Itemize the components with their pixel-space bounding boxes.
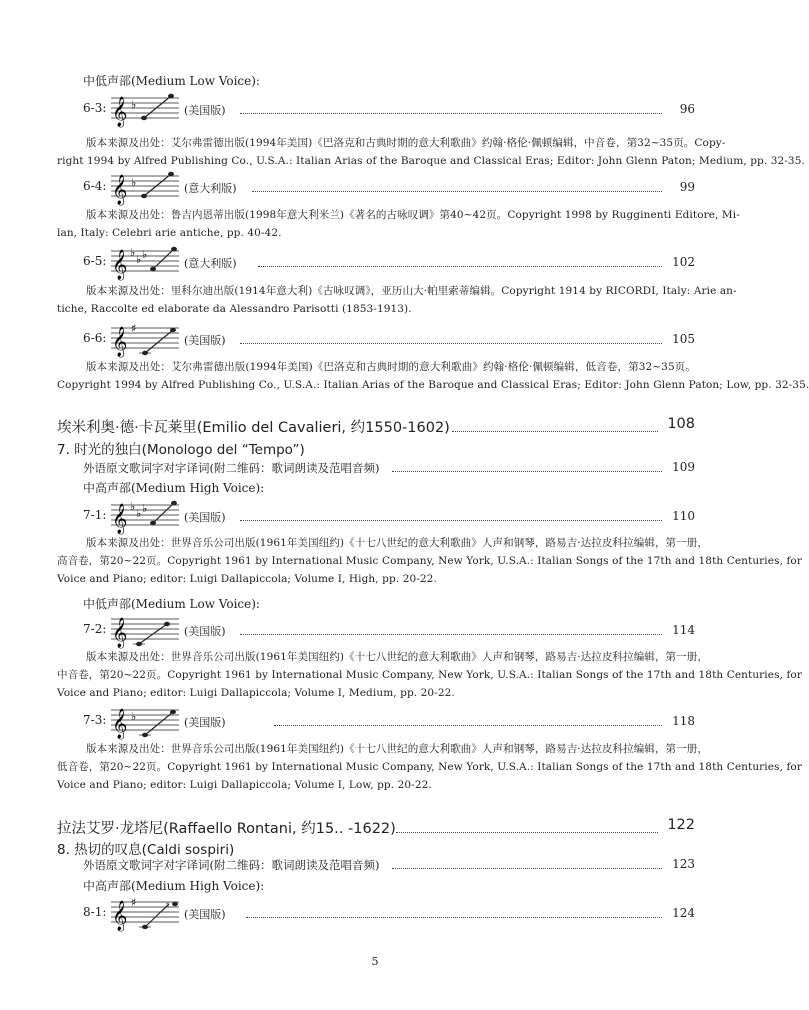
music-incipit: [111, 168, 181, 204]
source-line: 版本来源及出处：世界音乐公司出版(1961年美国纽约)《十七八世纪的意大利歌曲》人声和钢琴，路易吉·达拉皮科拉编辑，第一册，: [86, 651, 708, 663]
svg-text:♯: ♯: [131, 896, 137, 909]
leader-dots: [240, 343, 662, 344]
page-ref: 108: [667, 416, 695, 432]
edition-label: (美国版): [184, 716, 226, 729]
svg-text:♭: ♭: [131, 98, 137, 111]
source-line: 版本来源及出处：鲁吉内恩蒂出版(1998年意大利米兰)《著名的古咏叹调》第40~42页。Copyright 1998 by Rugginenti Editore, Mi-: [86, 209, 740, 221]
voice-heading: 中低声部(Medium Low Voice):: [83, 74, 260, 88]
source-line: Copyright 1994 by Alfred Publishing Co., U.S.A.: Italian Arias of the Baroque and Classical Eras; Editor: John Glenn Paton; Low, pp. 32-35.: [57, 379, 809, 391]
svg-text:♮: ♮: [166, 901, 170, 911]
entry-label: 6-3:: [83, 101, 107, 115]
source-line: 低音卷，第20~22页。Copyright 1961 by International Music Company, New York, U.S.A.: Italian Songs of the 17th and 18th Centuries, for: [57, 761, 802, 773]
leader-dots: [452, 431, 658, 432]
music-incipit: [111, 702, 181, 742]
song-title: 7. 时光的独白(Monologo del “Tempo”): [57, 442, 305, 458]
composer-heading: 拉法艾罗·龙塔尼(Raffaello Rontani, 约15.. -1622): [57, 821, 396, 837]
page-ref: 105: [672, 332, 695, 346]
leader-dots: [274, 725, 662, 726]
source-line: 版本来源及出处：世界音乐公司出版(1961年美国纽约)《十七八世纪的意大利歌曲》人声和钢琴，路易吉·达拉皮科拉编辑，第一册，: [86, 537, 708, 549]
svg-text:𝄞: 𝄞: [112, 327, 128, 357]
edition-label: (美国版): [184, 908, 226, 921]
svg-text:𝄞: 𝄞: [112, 504, 128, 534]
entry-label: 6-6:: [83, 331, 107, 345]
source-line: Voice and Piano; editor: Luigi Dallapiccola; Volume I, Low, pp. 20-22.: [57, 779, 432, 791]
leader-dots: [240, 520, 662, 521]
edition-label: (意大利版): [184, 257, 237, 270]
entry-label: 7-2:: [83, 622, 107, 636]
source-line: 中音卷，第20~22页。Copyright 1961 by International Music Company, New York, U.S.A.: Italian Songs of the 17th and 18th Centuries, for: [57, 669, 802, 681]
svg-text:𝄞: 𝄞: [112, 901, 128, 931]
entry-label: 7-1:: [83, 508, 107, 522]
edition-label: (美国版): [184, 625, 226, 638]
voice-heading: 中低声部(Medium Low Voice):: [83, 597, 260, 611]
source-line: Voice and Piano; editor: Luigi Dallapiccola; Volume I, High, pp. 20-22.: [57, 573, 437, 585]
music-incipit: [111, 243, 181, 279]
edition-label: (美国版): [184, 511, 226, 524]
svg-text:♭: ♭: [142, 502, 148, 515]
voice-heading: 中高声部(Medium High Voice):: [83, 481, 265, 495]
voice-heading: 中高声部(Medium High Voice):: [83, 879, 265, 893]
leader-dots: [258, 266, 662, 267]
music-incipit: [111, 90, 181, 126]
source-line: tiche, Raccolte ed elaborate da Alessandro Parisotti (1853-1913).: [57, 303, 412, 315]
lyrics-translation-link[interactable]: 外语原文歌词字对字译词(附二维码：歌词朗读及范唱音频): [83, 461, 380, 475]
song-title: 8. 热切的叹息(Caldi sospiri): [57, 842, 235, 858]
svg-text:♭: ♭: [131, 176, 137, 189]
source-line: right 1994 by Alfred Publishing Co., U.S.A.: Italian Arias of the Baroque and Classical Eras; Editor: John Glenn Paton; Medium, pp. 32-35.: [57, 155, 805, 167]
svg-text:𝄞: 𝄞: [112, 175, 128, 205]
svg-text:𝄞: 𝄞: [112, 709, 128, 739]
page-ref: 109: [672, 460, 695, 474]
source-line: 高音卷，第20~22页。Copyright 1961 by International Music Company, New York, U.S.A.: Italian Songs of the 17th and 18th Centuries, for: [57, 555, 802, 567]
page-ref: 110: [672, 509, 695, 523]
leader-dots: [246, 917, 662, 918]
lyrics-translation-link[interactable]: 外语原文歌词字对字译词(附二维码：歌词朗读及范唱音频): [83, 858, 380, 872]
svg-text:♯: ♯: [131, 322, 137, 335]
page-ref: 123: [672, 857, 695, 871]
composer-heading: 埃米利奥·德·卡瓦莱里(Emilio del Cavalieri, 约1550-1602): [57, 420, 450, 436]
leader-dots: [392, 868, 662, 869]
leader-dots: [240, 113, 662, 114]
page-ref: 122: [667, 817, 695, 833]
page-ref: 114: [672, 623, 695, 637]
svg-text:𝄞: 𝄞: [112, 97, 128, 127]
source-line: 版本来源及出处：里科尔迪出版(1914年意大利)《古咏叹调》，亚历山大·帕里索蒂编辑。Copyright 1914 by RICORDI, Italy: Arie an-: [86, 285, 737, 297]
svg-text:♭: ♭: [136, 253, 142, 266]
svg-text:♭: ♭: [136, 507, 142, 520]
page-ref: 118: [672, 714, 695, 728]
page-ref: 102: [672, 255, 695, 269]
source-line: 版本来源及出处：艾尔弗雷德出版(1994年美国)《巴洛克和古典时期的意大利歌曲》约翰·格伦·佩顿编辑，低音卷，第32~35页。: [86, 361, 696, 373]
source-line: 版本来源及出处：艾尔弗雷德出版(1994年美国)《巴洛克和古典时期的意大利歌曲》约翰·格伦·佩顿编辑，中音卷，第32~35页。Copy-: [86, 137, 726, 149]
svg-text:♭: ♭: [131, 710, 137, 723]
page-ref: 96: [679, 102, 695, 116]
svg-text:♭: ♭: [142, 248, 148, 261]
edition-label: (美国版): [184, 334, 226, 347]
leader-dots: [252, 191, 662, 192]
source-line: lan, Italy: Celebri arie antiche, pp. 40-42.: [57, 227, 282, 239]
music-incipit: [111, 320, 181, 360]
source-line: 版本来源及出处：世界音乐公司出版(1961年美国纽约)《十七八世纪的意大利歌曲》人声和钢琴，路易吉·达拉皮科拉编辑，第一册，: [86, 743, 708, 755]
svg-text:𝄞: 𝄞: [112, 618, 128, 648]
svg-text:𝄞: 𝄞: [112, 250, 128, 280]
entry-label: 6-4:: [83, 179, 107, 193]
leader-dots: [396, 832, 658, 833]
page-ref: 99: [679, 180, 695, 194]
svg-text:♭: ♭: [130, 500, 136, 513]
music-incipit: [111, 497, 181, 533]
edition-label: (意大利版): [184, 182, 237, 195]
entry-label: 6-5:: [83, 254, 107, 268]
svg-text:♭: ♭: [130, 246, 136, 259]
page-number: 5: [371, 955, 379, 968]
entry-label: 8-1:: [83, 905, 107, 919]
edition-label: (美国版): [184, 104, 226, 117]
leader-dots: [240, 634, 662, 635]
music-incipit: [111, 611, 181, 647]
source-line: Voice and Piano; editor: Luigi Dallapiccola; Volume I, Medium, pp. 20-22.: [57, 687, 455, 699]
leader-dots: [392, 471, 662, 472]
entry-label: 7-3:: [83, 713, 107, 727]
page-ref: 124: [672, 906, 695, 920]
music-incipit: [111, 894, 181, 934]
